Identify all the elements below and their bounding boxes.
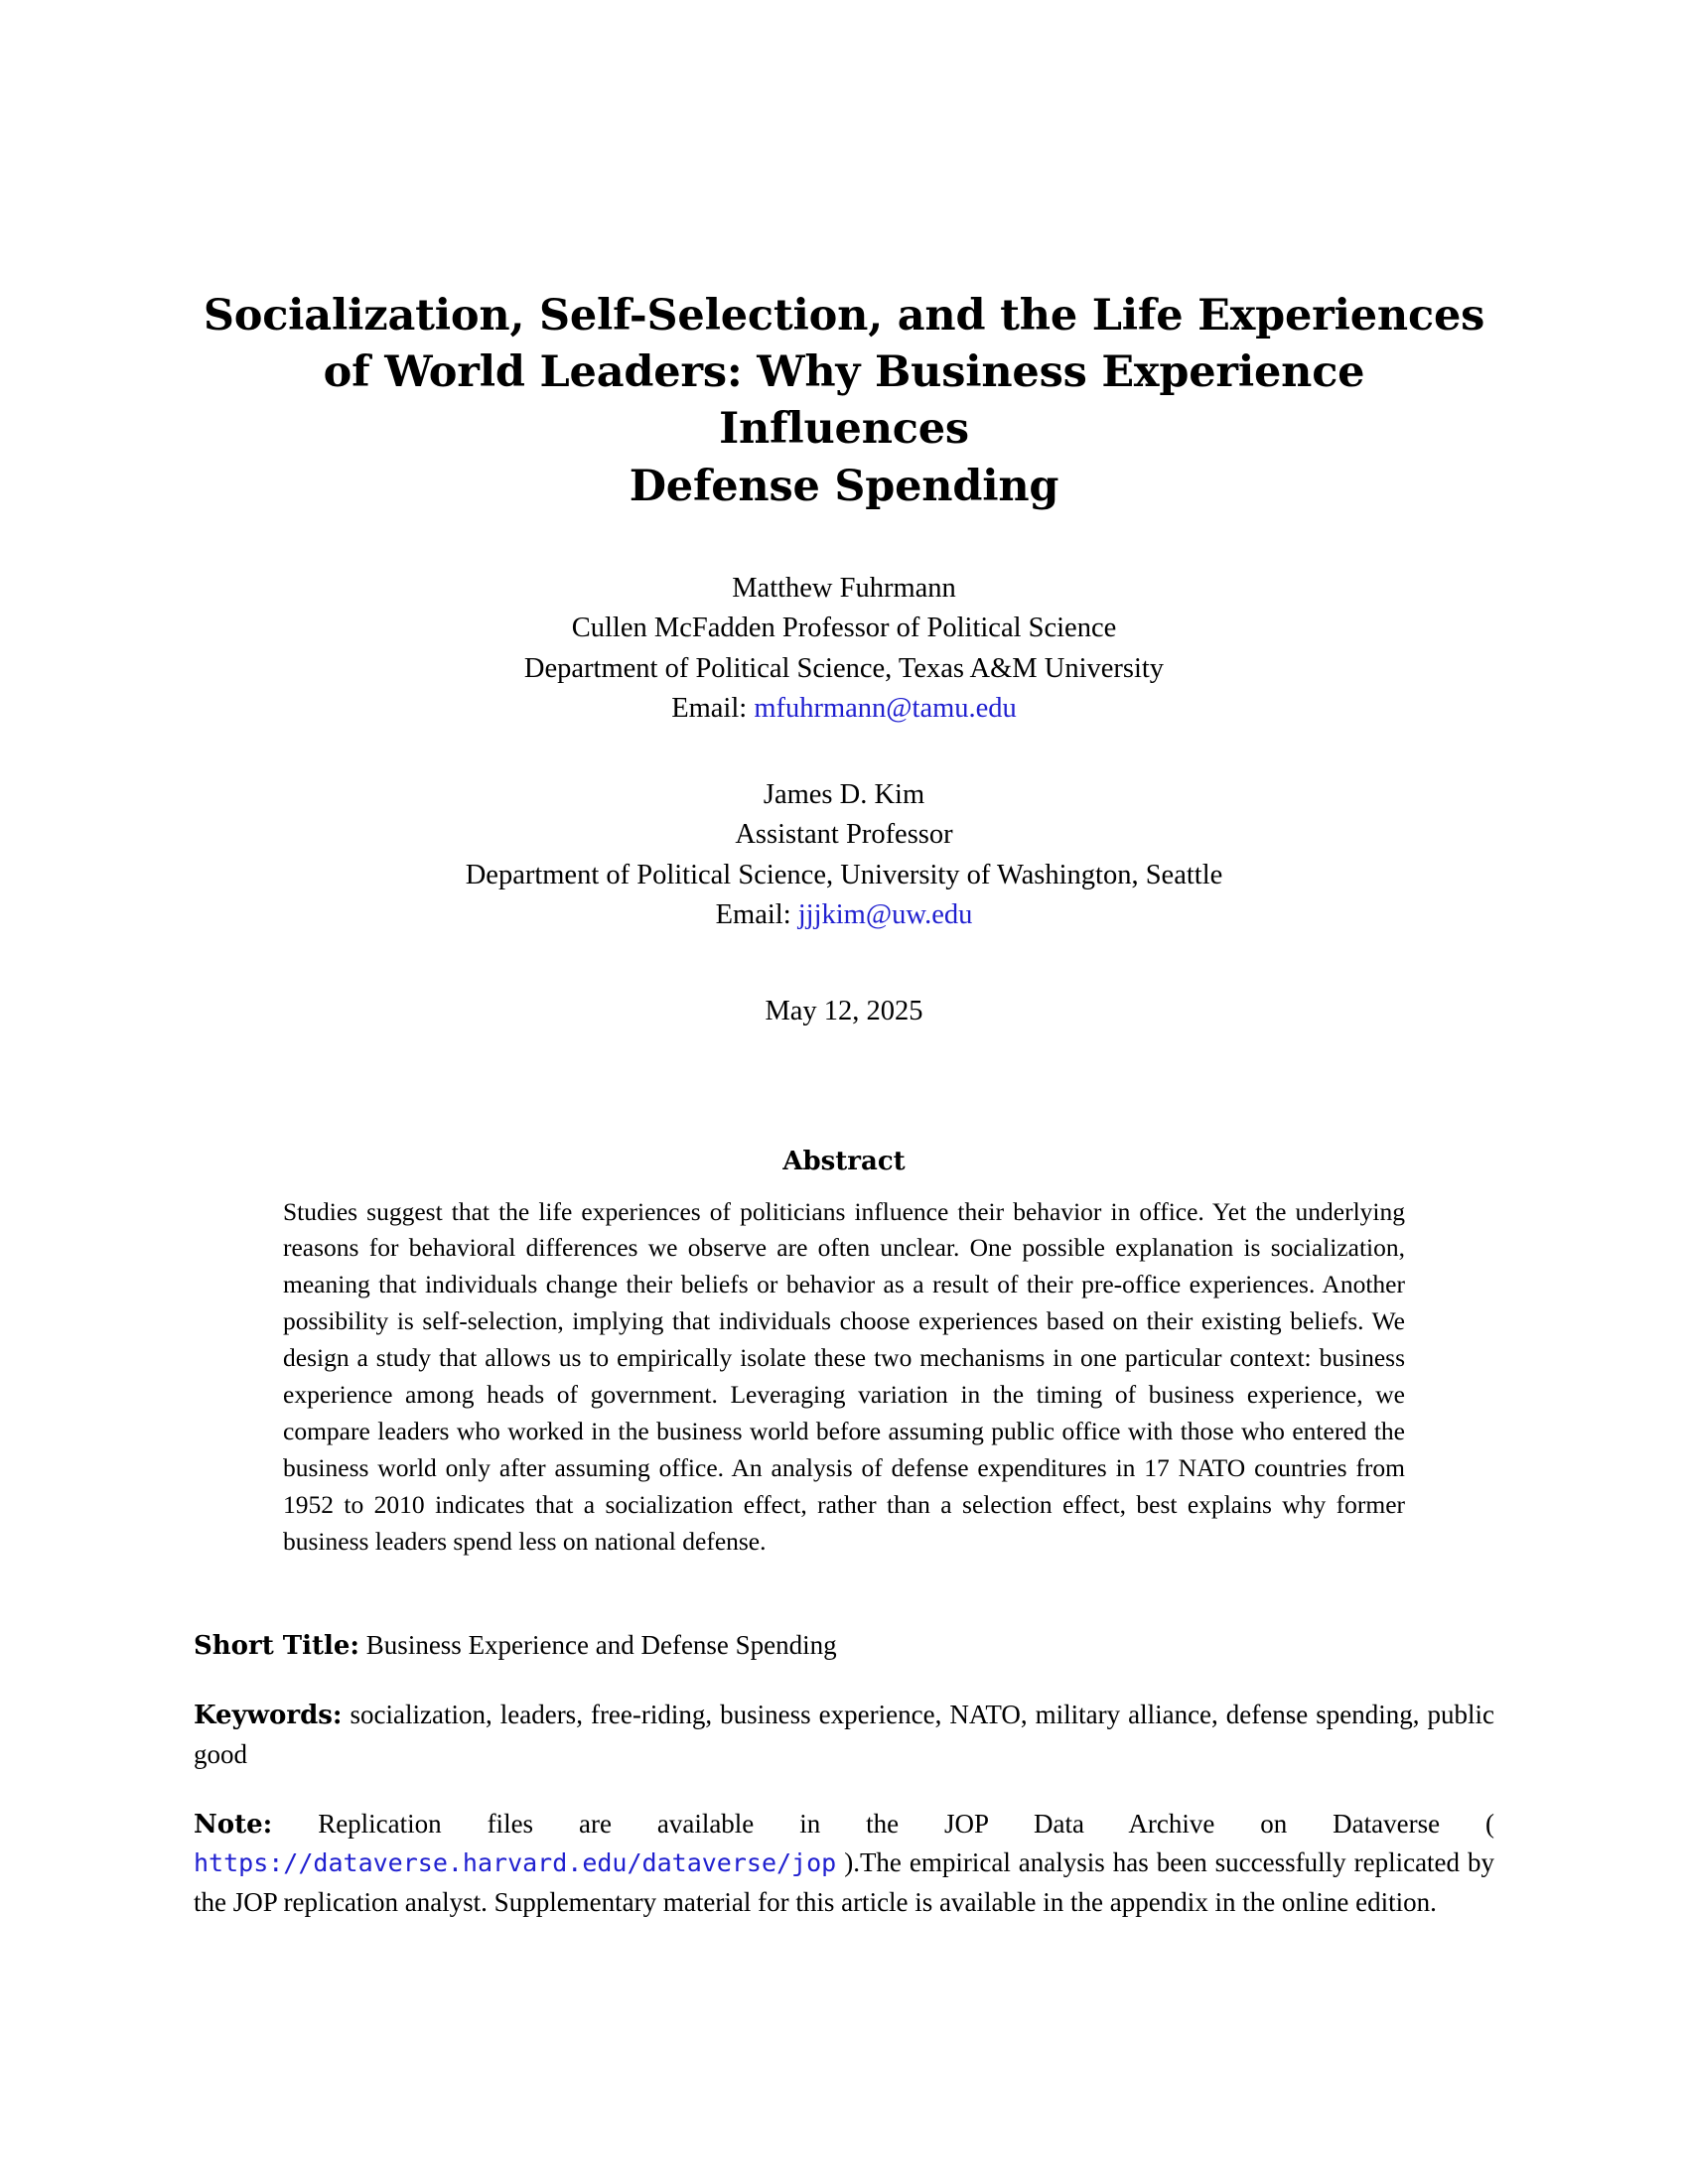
author-name: James D. Kim	[763, 778, 925, 810]
keywords-value: socialization, leaders, free-riding, business experience, NATO, military alliance, defense spending, public good	[194, 1700, 1494, 1770]
title-line-1: Socialization, Self-Selection, and the Life Experiences	[203, 291, 1485, 341]
note-text-after: ).The empirical analysis has been successfully replicated by the JOP replication analyst. Supplementary material for this article is available in the appendix in the online edition.	[194, 1847, 1495, 1917]
dataverse-url-link[interactable]: https://dataverse.harvard.edu/dataverse/jop	[194, 1848, 837, 1878]
page-title	[194, 0, 1494, 515]
note-label: Note:	[194, 1809, 273, 1840]
paper-metadata	[194, 1626, 1494, 1922]
title-line-2: of World Leaders: Why Business Experience Influences	[323, 347, 1365, 455]
author-list	[194, 569, 1494, 936]
author-affiliation: Department of Political Science, Texas A&M University	[523, 652, 1165, 684]
title-line-3: Defense Spending	[629, 461, 1059, 511]
keywords-label: Keywords:	[194, 1701, 343, 1731]
author-email-link[interactable]: jjjkim@uw.edu	[797, 899, 973, 931]
short-title-row	[194, 1626, 1494, 1666]
author-position: Cullen McFadden Professor of Political Science	[571, 613, 1117, 644]
short-title-value: Business Experience and Defense Spending	[365, 1630, 837, 1661]
note-row	[194, 1805, 1494, 1923]
title-text	[194, 288, 1494, 515]
author-email-link[interactable]: mfuhrmann@tamu.edu	[754, 693, 1017, 725]
keywords-row	[194, 1696, 1494, 1774]
abstract-heading: Abstract	[782, 1146, 906, 1176]
abstract-section	[283, 1147, 1405, 1562]
author-email-line	[194, 895, 1494, 935]
author-affiliation: Department of Political Science, University of Washington, Seattle	[465, 859, 1223, 890]
email-label: Email:	[671, 693, 748, 725]
author-email-line	[194, 689, 1494, 729]
short-title-label: Short Title:	[194, 1631, 360, 1662]
author-entry-1	[194, 569, 1494, 730]
author-entry-2	[194, 775, 1494, 936]
abstract-body: Studies suggest that the life experiences of politicians influence their behavior in office. Yet the underlying reasons for behavioral differences we observe are often unclear. One possible explanation is socialization, meaning that individuals change their beliefs or behavior as a result of their pre-office experiences. Another possibility is self-selection, implying that individuals choose experiences based on their existing beliefs. We design a study that allows us to empirically isolate these two mechanisms in one particular context: business experience among heads of government. Leveraging variation in the timing of business experience, we compare leaders who worked in the business world before assuming public office with those who entered the business world only after assuming office. An analysis of defense expenditures in 17 NATO countries from 1952 to 2010 indicates that a socialization effect, rather than a selection effect, best explains why former business leaders spend less on national defense.	[283, 1196, 1405, 1557]
author-name: Matthew Fuhrmann	[732, 572, 956, 604]
author-position: Assistant Professor	[735, 819, 953, 851]
note-text-before: Replication files are available in the JOP Data Archive on Dataverse (	[318, 1808, 1494, 1839]
publication-date: May 12, 2025	[765, 995, 923, 1026]
email-label: Email:	[715, 899, 791, 931]
